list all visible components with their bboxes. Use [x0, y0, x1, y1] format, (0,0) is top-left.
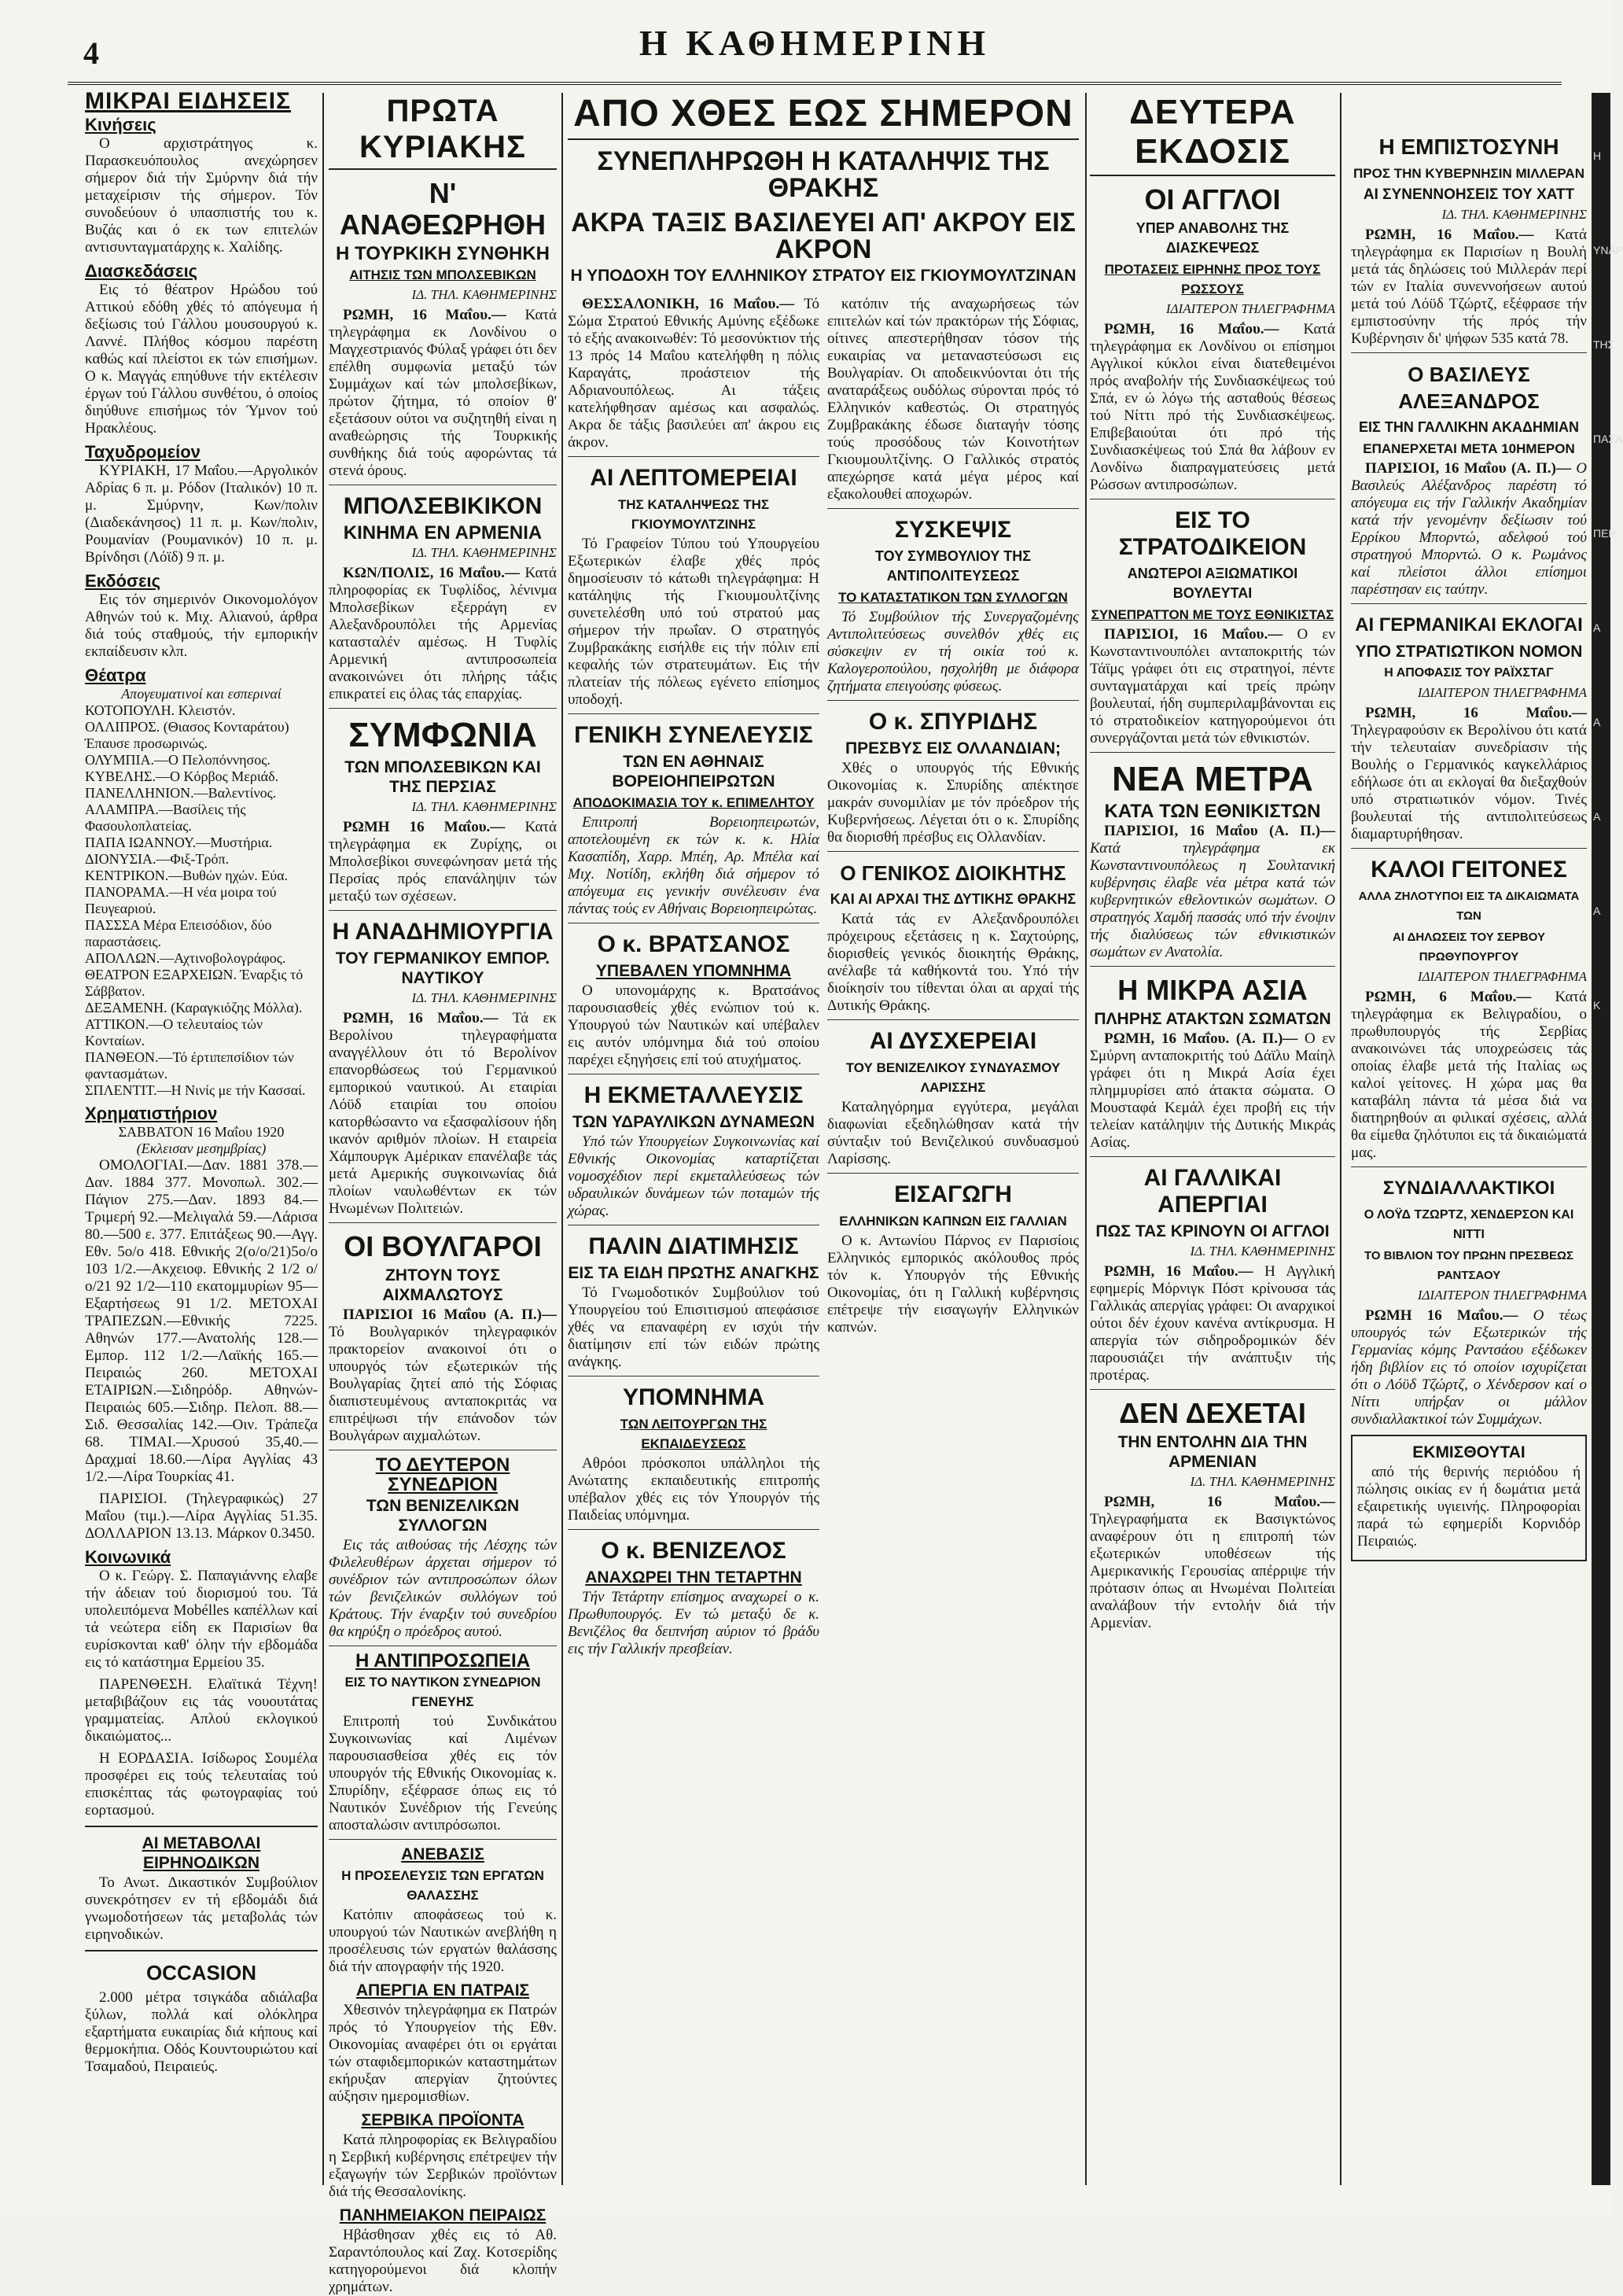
- article-text: Ο Βασιλεύς Αλέξανδρος παρέστη τό απόγευμα εις τήν Γαλλικήν Ακαδημίαν κατά τήν γενομένην δεξίωσιν τού Ερρίκου Μπορντώ, αδελφού τού στρατηγού Μπορντώ. Ο κ. Ρωμάνος καί πλείστοι άλλοι επίσημοι παρέστησαν εις ταύτην.: [1351, 460, 1588, 598]
- article-text: Εις τάς αιθούσας τής Λέσχης τών Φιλελευθέρων άρχεται σήμερον τό συνέδριον τών αντιπροσώπων όλων τών βενιζελικών συλλόγων τού Κράτους. Τήν έναρξιν τού συνεδρίου θα κηρύξη ο πρόεδρος αυτού.: [329, 1537, 557, 1640]
- article-subtitle: ΚΑΙ ΑΙ ΑΡΧΑΙ ΤΗΣ ΔΥΤΙΚΗΣ ΘΡΑΚΗΣ: [830, 891, 1076, 907]
- article-subtitle: Η ΠΡΟΣΕΛΕΥΣΙΣ ΤΩΝ ΕΡΓΑΤΩΝ ΘΑΛΑΣΣΗΣ: [341, 1868, 544, 1903]
- adjacent-page-fragments: [1593, 109, 1623, 1052]
- article-title: ΓΕΝΙΚΗ ΣΥΝΕΛΕΥΣΙΣ: [574, 722, 813, 748]
- article-dateline: ΠΑΡΙΣΙΟΙ, 16 Μαΐου (Α. Π.)—: [1365, 460, 1571, 477]
- column-second-edition: [1090, 93, 1335, 2185]
- article-title: ΣΥΝΔΙΑΛΛΑΚΤΙΚΟΙ: [1382, 1177, 1555, 1199]
- article-text: Κατά τηλεγράφημα εκ Βελιγραδίου, ο πρωθυπουργός τής Σερβίας ανακοινώνει τάς υποχρεώσεις τάς οποίας έλαβε μετά τής Ιταλίας ως καλοί γείτονες. Η χώρα μας θα καταβάλη πάντα τά μέσα διά να διατηρηθούν αι φιλικαί σχέσεις, αλλά θα είμεθα ζηλότυποι εις τά δικαιώματά μας.: [1351, 989, 1588, 1161]
- column-banner: ΑΠΟ ΧΘΕΣ ΕΩΣ ΣΗΜΕΡΟΝ: [568, 93, 1079, 140]
- list-item: ΔΕΞΑΜΕΝΗ. (Καραγκιόζης Μόλλα).: [85, 1000, 303, 1015]
- article-title: ΟΙ ΒΟΥΛΓΑΡΟΙ: [344, 1230, 542, 1262]
- article-text: Επιτροπή Βορειοηπειρωτών, αποτελουμένη εκ τών κ. κ. Ηλία Κασαπίδη, Χαρρ. Μπέη, Αρ. Μπέλα καί Μιχ. Νοτίδη, εκλήθη διά σήμερον τό απόγευμα εις γενικήν συνέλευσιν ένα πάντας τούς εν Αθήναις Βορειοηπειρώτας.: [568, 814, 819, 917]
- article-deck: Η ΑΠΟΦΑΣΙΣ ΤΟΥ ΡΑΪΧΣΤΑΓ: [1384, 666, 1554, 680]
- article-title: Η ΜΙΚΡΑ ΑΣΙΑ: [1117, 974, 1308, 1006]
- lead-continued-text: κατόπιν τής αναχωρήσεως τών επιτελών καί τών πρακτόρων τής Σόφιας, οίτινες απεστερήθησαν τόσον τής ευκαιρίας να μεταναστεύσωσι εις Βουλγαρίαν. Οι αποδεικνύονται ότι τής αναταράξεως ουδόλως σύρονται πρός τό Ελληνικόν καθεστώς. Οι στρατηγός Ζυμβρακάκης έδωσε διαταγήν τόσης τούς προσόδους τών Κοινοτήτων Γκιουμουλτζίνης. Ο Γαλλικός στρατός απεχώρησε κατά μέγα μέρος καί εξακολουθεί αποχωρών.: [827, 296, 1079, 503]
- diaskedaseis-text: Εις τό θέατρον Ηρώδου τού Αττικού εδόθη χθές τό απόγευμα ή δεξίωσις τού Γάλλου μουσουργού κ. Λαννέ. Πλήθος κόσμου παρέστη καθώς καί πλείστοι εκ τών επισήμων. Ο κ. Μαγγάς επηύθυνε τήν εκτέλεσιν έργων τού Γάλλου συνθέτου, ό οποίος διηύθυνε επισήμως τόν Ύμνον τού Ηρακλέους.: [85, 282, 318, 437]
- list-item: Απογευματινοί και εσπεριναί: [121, 686, 282, 702]
- article-title: Η ΕΚΜΕΤΑΛΛΕΥΣΙΣ: [583, 1082, 804, 1108]
- article-text: Επιτροπή τού Συνδικάτου Συγκοινωνίας καί Λιμένων παρουσιασθείσα χθές εις τόν υπουργόν τής Εθνικής Οικονομίας κ. Σπυρίδην, εξέφρασε όπως εις τό Ναυτικόν Συνέδριον τής Γενεύης αποσταλώσιν αντιπρόσωποι.: [329, 1713, 557, 1833]
- article-title: ΜΠΟΛΣΕΒΙΚΙΚΟΝ: [343, 493, 543, 519]
- column-rule: [322, 93, 324, 2185]
- paper-name: Η ΚΑΘΗΜΕΡΙΝΗ: [639, 23, 991, 63]
- list-item: ΚΟΤΟΠΟΥΛΗ. Κλειστόν.: [85, 702, 236, 718]
- lead-dateline: ΘΕΣΣΑΛΟΝΙΚΗ, 16 Μαΐου.—: [582, 296, 795, 312]
- article-deck: ΣΥΝΕΠΡΑΤΤΟΝ ΜΕ ΤΟΥΣ ΕΘΝΙΚΙΣΤΑΣ: [1091, 607, 1334, 622]
- divider: [85, 1826, 318, 1827]
- article-deck: ΑΙ ΣΥΝΕΝΝΟΗΣΕΙΣ ΤΟΥ ΧΑΤΤ: [1363, 186, 1575, 203]
- article-title: Ο ΓΕΝΙΚΟΣ ΔΙΟΙΚΗΤΗΣ: [840, 861, 1066, 885]
- list-item: ΑΤΤΙΚΟΝ.—Ο τελευταίος τών Κονταίων.: [85, 1016, 263, 1048]
- article-title: ΝΕΑ ΜΕΤΡΑ: [1112, 760, 1313, 798]
- article-title: ΟΙ ΑΓΓΛΟΙ: [1144, 183, 1281, 216]
- kiniseis-heading: Κινήσεις: [85, 115, 156, 135]
- article-text: Καταληγόρημα εγγύτερα, μεγάλαι διαφωνίαι εξεδηλώθησαν κατά τήν σύνταξιν τού Βενιζελικού συνδυασμού Λαρίσσης.: [827, 1099, 1079, 1167]
- classified-ad: [1351, 1435, 1587, 1561]
- article-deck: ΠΡΟΤΑΣΕΙΣ ΕΙΡΗΝΗΣ ΠΡΟΣ ΤΟΥΣ ΡΩΣΣΟΥΣ: [1104, 262, 1321, 297]
- fragment: ΠΕΡ: [1593, 527, 1616, 540]
- article-title: ΕΙΣ ΤΟ ΣΤΡΑΤΟΔΙΚΕΙΟΝ: [1118, 507, 1307, 560]
- article-text: Αθρόοι πρόσκοποι υπάλληλοι τής Ανώτατης εκπαιδευτικής επιτροπής υπέβαλον χθές εις τόν Υπουργόν τής Παιδείας υπόμνημα.: [568, 1455, 819, 1524]
- article-text: Κατά τάς εν Αλεξανδρουπόλει πρόχειρους εξετάσεις η κ. Σαχτούρης, διορισθείς γενικός διοικητής Θράκης, ανέλαβε τά καθήκοντά του. Υπό τήν διοίκησίν του τίθενται όλαι αι αρχαί τής Δυτικής Θράκης.: [827, 911, 1079, 1014]
- article-subtitle: ΤΩΝ ΜΠΟΛΣΕΒΙΚΩΝ ΚΑΙ ΤΗΣ ΠΕΡΣΙΑΣ: [344, 758, 541, 796]
- article-text: Τηλεγραφήματα εκ Βασιγκτώνος αναφέρουν ότι η επιτροπή τών εξωτερικών υποθέσεων τής Αμερικανικής Γερουσίας απέρριψε τήν πρότασιν όπως αι Ηνωμέναι Πολιτείαι αναλάβουν τήν εντολήν διά τήν Αρμενίαν.: [1090, 1511, 1335, 1631]
- article-deck: ΤΟ ΒΙΒΛΙΟΝ ΤΟΥ ΠΡΩΗΝ ΠΡΕΣΒΕΩΣ ΡΑΝΤΣΑΟΥ: [1364, 1249, 1574, 1282]
- article-source: ΙΔ. ΤΗΛ. ΚΑΘΗΜΕΡΙΝΗΣ: [1190, 1244, 1335, 1259]
- list-item: ΔΙΟΝΥΣΙΑ.—Φιξ-Τρόπ.: [85, 851, 230, 867]
- article-title: ΑΙ ΔΥΣΧΕΡΕΙΑΙ: [869, 1028, 1037, 1054]
- article-dateline: ΡΩΜΗ 16 Μαΐου.—: [343, 819, 506, 835]
- divider: [827, 851, 1079, 852]
- koinonika-heading: Κοινωνικά: [85, 1547, 171, 1567]
- column-short-news: [85, 88, 318, 2185]
- column-rule: [561, 93, 563, 2185]
- divider: [1090, 966, 1335, 967]
- occasion-text: 2.000 μέτρα τσιγκάδα αδιάλαβα ξύλων, πολλά καί ολόκληρα εξαρτήματα ευκαιρίας διά κήπους καί θερμοκήπια. Οδός Κουντουριώτου καί Τσαμαδού, Πειραιεύς.: [85, 1989, 318, 2075]
- section-title: ΜΙΚΡΑΙ ΕΙΔΗΣΕΙΣ: [85, 88, 292, 114]
- article-title: Ο ΒΑΣΙΛΕΥΣ ΑΛΕΞΑΝΔΡΟΣ: [1398, 363, 1540, 413]
- article-deck: ΑΙΤΗΣΙΣ ΤΩΝ ΜΠΟΛΣΕΒΙΚΩΝ: [349, 267, 536, 282]
- article-source: ΙΔ. ΤΗΛ. ΚΑΘΗΜΕΡΙΝΗΣ: [1190, 1474, 1335, 1489]
- ekdoseis-heading: Εκδόσεις: [85, 571, 161, 591]
- column-rule: [1085, 93, 1087, 2185]
- fragment: Α: [1593, 621, 1601, 634]
- article-title: ΕΙΣΑΓΩΓΗ: [894, 1181, 1012, 1207]
- divider: [1351, 848, 1587, 849]
- article-subtitle: ΥΠΕΒΑΛΕΝ ΥΠΟΜΝΗΜΑ: [595, 962, 792, 980]
- diaskedaseis-heading: Διασκεδάσεις: [85, 261, 198, 281]
- tachydromeion-text: ΚΥΡΙΑΚΗ, 17 Μαΐου.—Αργολικόν Αδρίας 6 π. μ. Ρόδον (Ιταλικόν) 10 π. μ. Σμύρνην, Κων/πολιν (Διαδεκάνησος) 11 π. μ. Κων/πολιν, Ρουμανίαν (Ρουμανικόν) 10 π. μ. Βρίνδησι (Λόϊδ) 9 π. μ.: [85, 463, 318, 566]
- column-yesterday-today-left: [568, 296, 819, 2184]
- metavolai-text: Το Ανωτ. Δικαστικόν Συμβούλιον συνεκρότησεν εν τή εβδομάδι διά γνωμοδοτήσεων τάς μεταβολάς τών ειρηνοδικών.: [85, 1874, 318, 1943]
- divider: [85, 1950, 318, 1951]
- article-subtitle: ΑΝΩΤΕΡΟΙ ΑΞΙΩΜΑΤΙΚΟΙ ΒΟΥΛΕΥΤΑΙ: [1127, 566, 1298, 601]
- divider: [1351, 352, 1587, 353]
- article-deck: ΤΟ ΚΑΤΑΣΤΑΤΙΚΟΝ ΤΩΝ ΣΥΛΛΟΓΩΝ: [838, 590, 1068, 605]
- article-dateline: ΡΩΜΗ, 16 Μαΐου.—: [343, 307, 506, 323]
- divider: [329, 1222, 557, 1223]
- fragment: Α: [1593, 810, 1601, 823]
- divider: [827, 1019, 1079, 1020]
- divider: [827, 1173, 1079, 1174]
- article-text: Ο κ. Αντωνίου Πάρνος εν Παρισίοις Ελληνικός εμπορικός ακόλουθος πρός τόν κ. Υπουργόν τής Εθνικής Οικονομίας, ότι η Γαλλική κυβέρνησις επέτρεψε τήν εισαγωγήν Ελληνικών καπνών.: [827, 1233, 1079, 1336]
- fragment: Κ: [1593, 999, 1601, 1012]
- article-subtitle: ΠΩΣ ΤΑΣ ΚΡΙΝΟΥΝ ΟΙ ΑΓΓΛΟΙ: [1095, 1222, 1330, 1240]
- list-item: ΣΠΛΕΝΤΙΤ.—Η Νινίς με τήν Κασσαί.: [85, 1082, 306, 1098]
- column-banner: ΔΕΥΤΕΡΑ ΕΚΔΟΣΙΣ: [1090, 93, 1335, 176]
- article-title: ΑΙ ΛΕΠΤΟΜΕΡΕΙΑΙ: [590, 465, 797, 491]
- lead-title: ΣΥΝΕΠΛΗΡΩΘΗ Η ΚΑΤΑΛΗΨΙΣ ΤΗΣ ΘΡΑΚΗΣ: [597, 146, 1050, 203]
- fragment: ΤΗΣ: [1593, 338, 1615, 351]
- classified-ad-text: από τής θερινής περιόδου ή πώλησις οικίας εν ή δωμάτια μετά εξαιρετικής υγιεινής. Πληροφορίαι παρά τώ εφημερίδι Κορνιδόρ Πειραιώς.: [1357, 1464, 1581, 1550]
- article-subtitle: ΤΟΥ ΣΥΜΒΟΥΛΙΟΥ ΤΗΣ ΑΝΤΙΠΟΛΙΤΕΥΣΕΩΣ: [874, 548, 1032, 584]
- lead-deck: Η ΥΠΟΔΟΧΗ ΤΟΥ ΕΛΛΗΝΙΚΟΥ ΣΤΡΑΤΟΥ ΕΙΣ ΓΚΙΟΥΜΟΥΛΤΖΙΝΑΝ: [570, 267, 1076, 285]
- list-item: ΟΛΛΙΠΡΟΣ. (Θιασος Κονταράτου) Έπαυσε προσωρινώς.: [85, 719, 289, 751]
- article-text: Κατά τηλεγράφημα εκ Παρισίων η Βουλή μετά τάς δηλώσεις τού Μιλλεράν περί τών εν Ιταλία συνεννοήσεων αυτού μετά τού Λόϋδ Τζώρτζ, εξέφρασε τήν εμπιστοσύνην τής πρός τήν Κυβέρνησιν δι' ψήφων 535 κατά 78.: [1351, 227, 1587, 347]
- column-rule: [1340, 93, 1341, 2185]
- list-item: ΚΕΝΤΡΙΚΟΝ.—Βυθών ηχών. Εύα.: [85, 868, 289, 883]
- article-title: ΠΑΛΙΝ ΔΙΑΤΙΜΗΣΙΣ: [588, 1233, 799, 1259]
- article-subtitle: ΕΛΛΗΝΙΚΩΝ ΚΑΠΝΩΝ ΕΙΣ ΓΑΛΛΙΑΝ: [839, 1214, 1067, 1229]
- chrimatistirion-text-2: ΠΑΡΙΣΙΟΙ. (Τηλεγραφικώς) 27 Μαΐου (τιμ.).—Λίρα Αγγλίας 51.35. ΔΟΛΛΑΡΙΟΝ 13.13. Μάρκον 0.3450.: [85, 1491, 318, 1542]
- article-title: ΥΠΟΜΝΗΜΑ: [623, 1384, 764, 1410]
- article-source: ΙΔ. ΤΗΛ. ΚΑΘΗΜΕΡΙΝΗΣ: [411, 799, 557, 814]
- chrimatistirion-subtitle: (Εκλεισαν μεσημβρίας): [136, 1141, 267, 1156]
- article-source: ΙΔΙΑΙΤΕΡΟΝ ΤΗΛΕΓΡΑΦΗΜΑ: [1417, 1288, 1587, 1303]
- article-deck: ΑΠΟΔΟΚΙΜΑΣΙΑ ΤΟΥ κ. ΕΠΙΜΕΛΗΤΟΥ: [572, 795, 815, 810]
- article-subtitle: ΕΙΣ ΤΑ ΕΙΔΗ ΠΡΩΤΗΣ ΑΝΑΓΚΗΣ: [568, 1264, 819, 1282]
- article-deck: ΑΙ ΔΗΛΩΣΕΙΣ ΤΟΥ ΣΕΡΒΟΥ ΠΡΩΘΥΠΟΥΡΓΟΥ: [1392, 931, 1545, 964]
- article-text: Υπό τών Υπουργείων Συγκοινωνίας καί Εθνικής Οικονομίας καταρτίζεται νομοσχέδιον περί εκμεταλλεύσεως τών υδραυλικών δυνάμεων τών ποταμών τής χώρας.: [568, 1133, 819, 1219]
- adjacent-page-edge: [1592, 93, 1623, 2185]
- article-subtitle: ΤΗΝ ΕΝΤΟΛΗΝ ΔΙΑ ΤΗΝ ΑΡΜΕΝΙΑΝ: [1117, 1433, 1308, 1471]
- article-text: Ο εν Σμύρνη ανταποκριτής τού Δάϊλυ Μαίηλ γράφει ότι η Μικρά Ασία έχει πλημμυρίσει από άτακτα σώματα. Ο Μουσταφά Κεμάλ έχει προβή εις τήν τελείαν κατάληψιν τής Δυτικής Μικράς Ασίας.: [1090, 1030, 1335, 1151]
- article-text: Ο εν Κωνσταντινουπόλει ανταποκριτής τών Τάϊμς γράφει ότι εις στρατηγοί, πέντε συνταγματάρχαι καί τρείς πρώην βουλευταί, ήδη συμπεριλαμβάνονται εις τό στρατοδικείον κατηγορούμενοι ότι συνεργάζονται μετά τών εθνικιστών.: [1090, 626, 1336, 746]
- column-first-sunday: [329, 93, 558, 2295]
- divider: [568, 1529, 819, 1530]
- article-subtitle: ΑΛΛΑ ΖΗΛΟΤΥΠΟΙ ΕΙΣ ΤΑ ΔΙΚΑΙΩΜΑΤΑ ΤΩΝ: [1358, 890, 1580, 923]
- article-subtitle: ΚΑΤΑ ΤΩΝ ΕΘΝΙΚΙΣΤΩΝ: [1104, 801, 1321, 822]
- article-subtitle: ΚΙΝΗΜΑ ΕΝ ΑΡΜΕΝΙΑ: [343, 522, 543, 544]
- column-banner: ΠΡΩΤΑ ΚΥΡΙΑΚΗΣ: [329, 93, 557, 170]
- article-dateline: ΡΩΜΗ, 16 Μαΐου.—: [1365, 227, 1534, 243]
- article-subtitle: ΤΩΝ ΒΕΝΙΖΕΛΙΚΩΝ ΣΥΛΛΟΓΩΝ: [366, 1497, 520, 1535]
- article-title: ΑΙ ΓΑΛΛΙΚΑΙ ΑΠΕΡΓΙΑΙ: [1143, 1165, 1282, 1218]
- fragment: ΥΝΑΡ: [1593, 244, 1623, 256]
- article-subtitle: ΤΟΥ ΓΕΡΜΑΝΙΚΟΥ ΕΜΠΟΡ. ΝΑΥΤΙΚΟΥ: [335, 949, 550, 987]
- article-title: ΤΟ ΔΕΥΤΕΡΟΝ ΣΥΝΕΔΡΙΟΝ: [375, 1454, 510, 1495]
- article-text: Κατά τηλεγράφημα εκ Λονδίνου ο Μαγχεστριανός Φύλαξ γράφει ότι δεν επέλθη συμφωνία μεταξύ τών Συμμάχων καί τών μπολσεβίκων, πρώτον ζήτημα, τό οποίον θ' εξετάσουν ούτοι να συζητηθή είναι η αναθεώρησις τής Τουρκικής συνθήκης διά τούς αφορώντας τά στενά όρους.: [329, 307, 558, 479]
- article-subtitle: ΥΠΕΡ ΑΝΑΒΟΛΗΣ ΤΗΣ ΔΙΑΣΚΕΨΕΩΣ: [1135, 220, 1290, 256]
- article-subtitle: ΠΛΗΡΗΣ ΑΤΑΚΤΩΝ ΣΩΜΑΤΩΝ: [1094, 1010, 1331, 1028]
- divider: [329, 910, 557, 911]
- occasion-heading: OCCASION: [145, 1961, 257, 1985]
- article-title: Ο κ. ΒΕΝΙΖΕΛΟΣ: [601, 1538, 786, 1564]
- theatra-heading: Θέατρα: [85, 665, 146, 685]
- article-title: Η ΑΝΤΙΠΡΟΣΩΠΕΙΑ: [355, 1650, 531, 1671]
- article-source: ΙΔ. ΤΗΛ. ΚΑΘΗΜΕΡΙΝΗΣ: [411, 545, 557, 560]
- article-title: ΠΑΝΗΜΕΙΑΚΟΝ ΠΕΙΡΑΙΩΣ: [339, 2206, 547, 2224]
- article-dateline: ΚΩΝ/ΠΟΛΙΣ, 16 Μαΐου.—: [343, 565, 520, 581]
- article-deck: ΕΠΑΝΕΡΧΕΤΑΙ ΜΕΤΑ 10ΗΜΕΡΟΝ: [1363, 441, 1575, 456]
- article-title: Ν' ΑΝΑΘΕΩΡΗΘΗ: [340, 177, 546, 241]
- article-dateline: ΡΩΜΗ, 16 Μαΐου.—: [343, 1010, 499, 1026]
- koinonika-text: Ο κ. Γεώργ. Σ. Παπαγιάννης ελαβε τήν άδειαν τού διορισμού του. Τά υπολειπόμενα Mobélles καπέλλων καί τά νεώτερα είδη εκ Παρισίων θα ευρίσκονται καθ' όλην τήν εβδομάδα εις τό κατάστημα Ερμείου 35.: [85, 1568, 318, 1671]
- article-source: ΙΔΙΑΙΤΕΡΟΝ ΤΗΛΕΓΡΑΦΗΜΑ: [1165, 301, 1335, 316]
- list-item: ΠΑΝΟΡΑΜΑ.—Η νέα μοιρα τού Πευγεαριού.: [85, 884, 277, 916]
- list-item: ΠΑΣΣΣΑ Μέρα Επεισόδιον, δύο παραστάσεις.: [85, 917, 272, 949]
- article-title: ΣΕΡΒΙΚΑ ΠΡΟΪΟΝΤΑ: [361, 2111, 524, 2129]
- divider: [329, 708, 557, 709]
- article-text: Κατά τηλεγράφημα εκ Λονδίνου οι επίσημοι Αγγλικοί κύκλοι είναι διατεθειμένοι πρός αναβολήν τής Συνδιασκέψεως τού Σπά, εν ώ λόγω τής ασταθούς θέσεως τού Νίττι πρό τής Συνδιασκέψεως. Επιβεβαιούται ότι πρό τής Συνδιασκέψεως τού Σπά θα λάβουν εν Λονδίνω διαπραγματεύσεις μετά Ρώσσων αντιπροσώπων.: [1090, 321, 1335, 493]
- article-text: Κατόπιν αποφάσεως τού κ. υπουργού τών Ναυτικών ανεβλήθη η προσέλευσις τών εργατών θαλάσσης διά τήν απογραφήν τής 1920.: [329, 1907, 557, 1975]
- article-source: ΙΔ. ΤΗΛ. ΚΑΘΗΜΕΡΙΝΗΣ: [411, 990, 557, 1005]
- article-subtitle: ΤΩΝ ΛΕΙΤΟΥΡΓΩΝ ΤΗΣ ΕΚΠΑΙΔΕΥΣΕΩΣ: [620, 1417, 767, 1451]
- page-number: 4: [83, 35, 99, 71]
- fragment: Α: [1593, 905, 1601, 917]
- metavolai-heading: ΑΙ ΜΕΤΑΒΟΛΑΙ ΕΙΡΗΝΟΔΙΚΩΝ: [142, 1834, 261, 1872]
- article-subtitle: ΤΟΥ ΒΕΝΙΖΕΛΙΚΟΥ ΣΥΝΔΥΑΣΜΟΥ ΛΑΡΙΣΣΗΣ: [845, 1060, 1061, 1095]
- article-title: Η ΑΝΑΔΗΜΙΟΥΡΓΙΑ: [332, 919, 554, 945]
- divider: [568, 456, 819, 457]
- article-subtitle: ΤΩΝ ΥΔΡΑΥΛΙΚΩΝ ΔΥΝΑΜΕΩΝ: [572, 1113, 815, 1131]
- list-item: ΑΠΟΛΛΩΝ.—Αχτινοβολογράφος.: [85, 950, 286, 966]
- article-text: Τά εκ Βερολίνου τηλεγραφήματα αναγγέλλουν ότι τό Βερολίνον επανορθώσεως τού Γερμανικού εμπορικού ναυτικού. Αι εταιρίαι Λόϋδ εταιρίαι του οποίου κατορθώσαντο να εξασφαλίσουν ήδη ικανόν αριθμόν πλοίων. Η εταιρεία Χάμπουργκ Αμέρικαν επανέλαβε τάς μετά Αμερικής συγκοινωνίας διά πλοίων ναυλωθέντων εκ τών Ηνωμένων Πολιτειών.: [329, 1010, 557, 1217]
- divider: [1351, 1166, 1587, 1167]
- lead-text: Τό Σώμα Στρατού Εθνικής Αμύνης εξέδωκε τό εξής ανακοινωθέν: Τό μεσονύκτιον τής 13 πρός 14 Μαΐου κατελήφθη η πόλις Καραγάτς, προάστειον τής Αδριανουπόλεως. Αι τάξεις κατελήφθησαν αμέσως και ασφαλώς. Ακρα δε τάξις βασιλεύει απ' άκρου εις άκρον.: [568, 296, 819, 451]
- article-text: Ο τέως υπουργός τών Εξωτερικών τής Γερμανίας κόμης Ραντσάου εξέδωκεν ήδη βιβλίον εις τό οποίον ισχυρίζεται ότι ο Λόϋδ Τζώρτζ, ο Χένδερσον καί ο Νίττι υπήρξαν οι μάλλον συνδιαλλακτικοί τών Συμμάχων.: [1351, 1307, 1587, 1428]
- article-text: Τό Συμβούλιον τής Συνεργαζομένης Αντιπολιτεύσεως συνελθόν χθές εις σύσκεψιν εν τή οικία τού κ. Καλογεροπούλου, ησχολήθη με διάφορα ζητήματα επειγούσης φύσεως.: [827, 609, 1079, 695]
- article-source: ΙΔ. ΤΗΛ. ΚΑΘΗΜΕΡΙΝΗΣ: [1441, 207, 1587, 222]
- article-title: Ο κ. ΣΠΥΡΙΔΗΣ: [868, 709, 1038, 735]
- article-dateline: ΡΩΜΗ, 16 Μαΐου.—: [1104, 321, 1279, 337]
- column-right: [1351, 93, 1587, 2185]
- article-subtitle: ΥΠΟ ΣΤΡΑΤΙΩΤΙΚΟΝ ΝΟΜΟΝ: [1355, 643, 1583, 661]
- article-text: Κατά τηλεγράφημα εκ Ζυρίχης, οι Μπολσεβίκοι συνεφώνησαν μετά τής Περσίας πρός επανάληψιν τών μεταξύ των σχέσεων.: [329, 819, 557, 905]
- article-text: Ο υπονομάρχης κ. Βρατσάνος παρουσιασθείς χθές ενώπιον τού κ. Υπουργού τών Ναυτικών καί υπέβαλεν εις αυτόν υπόμνημα διά τού οποίου παρέχει εξηγήσεις επί τού ατυχήματος.: [568, 982, 819, 1068]
- article-title: ΑΝΕΒΑΣΙΣ: [401, 1845, 484, 1863]
- article-title: Η ΕΜΠΙΣΤΟΣΥΝΗ: [1378, 135, 1559, 159]
- article-dateline: ΡΩΜΗ, 16 Μαΐου.—: [1104, 1263, 1253, 1280]
- article-title: ΚΑΛΟΙ ΓΕΙΤΟΝΕΣ: [1371, 857, 1567, 883]
- article-subtitle: ΖΗΤΟΥΝ ΤΟΥΣ ΑΙΧΜΑΛΩΤΟΥΣ: [382, 1266, 503, 1304]
- article-source: ΙΔ. ΤΗΛ. ΚΑΘΗΜΕΡΙΝΗΣ: [411, 287, 557, 302]
- divider: [1090, 752, 1335, 753]
- fragment: Η: [1593, 149, 1602, 162]
- article-text: Τό Βουλγαρικόν τηλεγραφικόν πρακτορείον ανακοινοί ότι ο υπουργός τών εξωτερικών τής Βουλγαρίας ζητεί από τής Σόφιας διαπιστευμένους ανταποκριτάς να επιτρέψωσι τήν επάνοδον τών Βουλγάρων αιχμαλώτων.: [329, 1324, 557, 1444]
- fragment: Α: [1593, 716, 1601, 728]
- column-yesterday-today-top: [568, 93, 1079, 296]
- lead-subtitle: ΑΚΡΑ ΤΑΞΙΣ ΒΑΣΙΛΕΥΕΙ ΑΠ' ΑΚΡΟΥ ΕΙΣ ΑΚΡΟΝ: [571, 208, 1076, 264]
- chrimatistirion-text: ΟΜΟΛΟΓΙΑΙ.—Δαν. 1881 378.—Δαν. 1884 377. Μονοπωλ. 302.—Πάγιον 275.—Δαν. 1893 84.—Τριμερή 92.—Μελιγαλά 59.—Λάρισα 80.—500 ε. 377. Επιτάξεως 90.—Αγγ. Εθν. 5ο/ο 418. Εθνικής 2(ο/ο/21)5ο/ο 103 1/2.—Ακχειοφ. Εθνικής 2 1/2 ο/ο/21 92 1/2—110 εκατομμυρίων 95—Εξαρτήσεως 91 1/2. ΜΕΤΟΧΑΙ ΤΡΑΠΕΖΩΝ.—Εθνικής 7225. Αθηνών 177.—Ανατολής 128.—Εμπορ. 112 1/2.—Λαϊκής 165.—Πειραιώς 260. ΜΕΤΟΧΑΙ ΕΤΑΙΡΙΩΝ.—Σιδηρόδρ. Αθηνών-Πειραιώς 605.—Σιδηρ. Πελοπ. 88.—Σιδ. Θεσσαλίας 142.—Οιν. Τράπεζα 68. ΤΙΜΑΙ.—Χρυσού 35,40.—Δραχμαί 18.60.—Λίρα Αγγλίας 43 1/2.—Λίρα Τουρκίας 41.: [85, 1157, 318, 1485]
- article-text: Κατά τηλεγράφημα εκ Κωνσταντινουπόλεως η Σουλτανική κυβέρνησις έλαβε νέα μέτρα κατά τών κυβερνητικών εθελοντικών σωμάτων. Ο στρατηγός Χαμδή πασσάς υπό τήν ένοψιν τής διαλύσεως τών εθνικιστικών σωμάτων εν Ανατολία.: [1090, 840, 1335, 960]
- article-text: Τήν Τετάρτην επίσημος αναχωρεί ο κ. Πρωθυπουργός. Εν τώ μεταξύ δε κ. Βενιζέλος θα δειπνήση αύριον τό βράδυ εις τήν Γαλλικήν πρεσβείαν.: [568, 1589, 819, 1657]
- article-subtitle: ΕΙΣ ΤΟ ΝΑΥΤΙΚΟΝ ΣΥΝΕΔΡΙΟΝ ΓΕΝΕΥΗΣ: [344, 1675, 541, 1709]
- article-subtitle: ΠΡΟΣ ΤΗΝ ΚΥΒΕΡΝΗΣΙΝ ΜΙΛΛΕΡΑΝ: [1352, 166, 1584, 181]
- theatra-list: [85, 686, 318, 1099]
- article-title: ΑΠΕΡΓΙΑ ΕΝ ΠΑΤΡΑΙΣ: [355, 1981, 530, 1999]
- article-subtitle: ΑΝΑΧΩΡΕΙ ΤΗΝ ΤΕΤΑΡΤΗΝ: [585, 1568, 802, 1587]
- article-dateline: ΡΩΜΗ, 6 Μαΐου.—: [1365, 989, 1532, 1005]
- article-text: Κατά πληροφορίας εκ Τυφλίδος, λένινμα Μπολσεβίκων εξερράγη εν Αλεξανδρουπόλει τής Αρμενίας κατασταλέν αμέσως. Η Τυφλίς Αρμενική αντιπροσωπεία ανακοινώνει ότι πλήρης τάξις επικρατεί εις όλας τάς επαρχίας.: [329, 565, 557, 702]
- article-source: ΙΔΙΑΙΤΕΡΟΝ ΤΗΛΕΓΡΑΦΗΜΑ: [1417, 969, 1587, 984]
- column-yesterday-today-right: [827, 296, 1079, 2184]
- divider: [827, 700, 1079, 701]
- list-item: ΠΑΠΑ ΙΩΑΝΝΟΥ.—Μυστήρια.: [85, 835, 273, 850]
- parenthesis-text: ΠΑΡΕΝΘΕΣΗ. Ελαϊτικά Τέχνη! μεταβιβάζουν εις τάς νουουτάτας γραμματείας. Απλού εκλογικού δικαιώματος...: [85, 1676, 318, 1745]
- article-text: Χθές ο υπουργός τής Εθνικής Οικονομίας κ. Σπυρίδης απέκτησε μακράν συνομιλίαν με τόν πρόεδρον τής Κυβερνήσεως. Λέγεται ότι ο κ. Σπυρίδης θα διορισθή πρέσβυς εις Ολλανδίαν.: [827, 760, 1079, 846]
- article-dateline: ΡΩΜΗ, 16 Μαΐου.—: [1365, 705, 1587, 721]
- article-dateline: ΡΩΜΗ 16 Μαΐου.—: [1365, 1307, 1518, 1324]
- list-item: ΑΛΑΜΠΡΑ.—Βασίλεις τής Φασουλοπλατείας.: [85, 802, 246, 834]
- list-item: ΟΛΥΜΠΙΑ.—Ο Πελοπόννησος.: [85, 752, 270, 768]
- fragment: ΠΑΣΑ: [1593, 433, 1623, 445]
- masthead: [68, 11, 1562, 85]
- article-text: Τό Γραφείον Τύπου τού Υπουργείου Εξωτερικών έλαβε χθές πρός δημοσίευσιν τό κάτωθι τηλεγράφημα: Η κατάληψις τής Γκιουμουλτζίνης συνετελέσθη υπό τού στρατού μας σήμερον τήν πρωΐαν. Ο στρατηγός Ζυμβρακάκης εισήλθε εις τήν πόλιν επί κεφαλής τών στρατευμάτων. Εις τήν πλατείαν τής πόλεως εγένετο επίσημος υποδοχή.: [568, 536, 819, 708]
- divider: [1090, 1156, 1335, 1157]
- article-subtitle: ΤΩΝ ΕΝ ΑΘΗΝΑΙΣ ΒΟΡΕΙΟΗΠΕΙΡΩΤΩΝ: [612, 753, 775, 791]
- ekdoseis-text: Εις τόν σημερινόν Οικονομολόγον Αθηνών τού κ. Μιχ. Αλιανού, άρθρα διά τούς σταθμούς, τήν εμπορικήν εκπαίδευσιν κλπ.: [85, 592, 318, 660]
- divider: [1090, 1389, 1335, 1390]
- article-dateline: ΠΑΡΙΣΙΟΙ, 16 Μαΐου.—: [1104, 626, 1283, 643]
- chrimatistirion-heading: Χρηματιστήριον: [85, 1104, 218, 1123]
- article-dateline: ΡΩΜΗ, 16 Μαΐου.—: [1104, 1494, 1335, 1510]
- list-item: ΚΥΒΕΛΗΣ.—Ο Κόρβος Μεριάδ.: [85, 768, 279, 784]
- article-dateline: ΠΑΡΙΣΙΟΙ, 16 Μαΐου (Α. Π.)—: [1104, 823, 1335, 839]
- article-title: ΣΥΜΦΩΝΙΑ: [348, 716, 537, 754]
- article-text: Τό Γνωμοδοτικόν Συμβούλιον τού Υπουργείου τού Επισιτισμού απεφάσισε χθές να επαναφέρη εν ισχύι τήν διατίμησιν επί τών ειδών πρώτης ανάγκης.: [568, 1284, 819, 1370]
- article-text: Τηλεγραφούσιν εκ Βερολίνου ότι κατά τήν τελευταίαν συνεδρίασιν τής Βουλής ο Γερμανικός καγκελλάριος εδήλωσε ότι αι εκλογαί θα διεξαχθούν υπό στρατιωτικόν νόμον. Τινές βουλευταί τής αντιπολιτεύσεως διαμαρτυρήθησαν.: [1351, 722, 1587, 842]
- article-text: Η Αγγλική εφημερίς Μόρνιγκ Πόστ κρίνουσα τάς Γαλλικάς απεργίας γράφει: Οι αναρχικοί ούτοι δέν έχουν κανένα αντίκρυσμα. Η απεργία τών σιδηροδρομικών δέν παρουσιάζει τήν ανάπτυξιν τής προτέρας.: [1090, 1263, 1335, 1384]
- chrimatistirion-date: ΣΑΒΒΑΤΟΝ 16 Μαΐου 1920: [118, 1124, 285, 1140]
- article-dateline: ΠΑΡΙΣΙΟΙ 16 Μαΐου (Α. Π.)—: [343, 1306, 557, 1323]
- divider: [568, 713, 819, 714]
- article-subtitle: ΠΡΕΣΒΥΣ ΕΙΣ ΟΛΛΑΝΔΙΑΝ;: [845, 739, 1062, 757]
- list-item: ΘΕΑΤΡΟΝ ΕΞΑΡΧΕΙΩΝ. Έναρξις τό Σάββατον.: [85, 967, 304, 999]
- article-title: ΔΕΝ ΔΕΧΕΤΑΙ: [1119, 1397, 1306, 1429]
- list-item: ΠΑΝΕΛΛΗΝΙΟΝ.—Βαλεντίνος.: [85, 785, 277, 801]
- article-subtitle: Ο ΛΟΫΔ ΤΖΩΡΤΖ, ΧΕΝΔΕΡΣΟΝ ΚΑΙ ΝΙΤΤΙ: [1364, 1208, 1574, 1241]
- divider: [329, 1839, 557, 1840]
- article-source: ΙΔΙΑΙΤΕΡΟΝ ΤΗΛΕΓΡΑΦΗΜΑ: [1417, 685, 1587, 700]
- list-item: ΠΑΝΘΕΟΝ.—Τό έρτιπεπσίδιον τών φαντασμάτων.: [85, 1049, 294, 1082]
- article-text: Κατά πληροφορίας εκ Βελιγραδίου η Σερβική κυβέρνησις επέτρεψεν τήν εξαγωγήν τών Σερβικών προϊόντων διά τής Θεσσαλονίκης.: [329, 2132, 557, 2200]
- kiniseis-text: Ο αρχιστράτηγος κ. Παρασκευόπουλος ανεχώρησεν σήμερον διά τήν Σμύρνην διά τήν μεταχείρισιν τής σήμερον. Τόν συνοδεύουν ό υπασπιστής του κ. Βυζάς και ό εκ των επιτελών αντισυνταγματάρχης κ. Χαλίδης.: [85, 135, 318, 256]
- classified-ad-heading: ΕΚΜΙΣΘΟΥΤΑΙ: [1412, 1443, 1525, 1461]
- article-dateline: ΡΩΜΗ, 16 Μαΐου. (Α. Π.)—: [1104, 1030, 1298, 1047]
- article-subtitle: ΕΙΣ ΤΗΝ ΓΑΛΛΙΚΗΝ ΑΚΑΔΗΜΙΑΝ: [1359, 419, 1579, 435]
- divider: [1351, 603, 1587, 604]
- article-text: Χθεσινόν τηλεγράφημα εκ Πατρών πρός τό Υπουργείον τής Εθν. Οικονομίας αναφέρει ότι οι εργάται τών σταφιδεμπορικών καταστημάτων εκήρυξαν απεργίαν ζητούντες αύξησιν ημερομισθίων.: [329, 2002, 557, 2105]
- article-title: Ο κ. ΒΡΑΤΣΑΝΟΣ: [597, 931, 790, 957]
- article-title: ΑΙ ΓΕΡΜΑΝΙΚΑΙ ΕΚΛΟΓΑΙ: [1355, 614, 1583, 636]
- article-subtitle: Η ΤΟΥΡΚΙΚΗ ΣΥΝΘΗΚΗ: [336, 243, 550, 264]
- article-subtitle: ΤΗΣ ΚΑΤΑΛΗΨΕΩΣ ΤΗΣ ΓΚΙΟΥΜΟΥΛΤΖΙΝΗΣ: [617, 497, 770, 532]
- eordasia-text: Η ΕΟΡΔΑΣΙΑ. Ισίδωρος Σουμέλα προσφέρει εις τούς τελευταίας τού επισκέπτας τάς φωτογραφίας τού εορτασμού.: [85, 1750, 318, 1819]
- divider: [827, 508, 1079, 509]
- article-title: ΣΥΣΚΕΨΙΣ: [894, 517, 1012, 543]
- article-text: Ηβάσθησαν χθές εις τό Αθ. Σαραντόπουλος καί Ζαχ. Κοτσερίδης κατηγορούμενοι διά κλοπήν χρημάτων.: [329, 2227, 557, 2295]
- tachydromeion-heading: Ταχυδρομείον: [85, 442, 201, 462]
